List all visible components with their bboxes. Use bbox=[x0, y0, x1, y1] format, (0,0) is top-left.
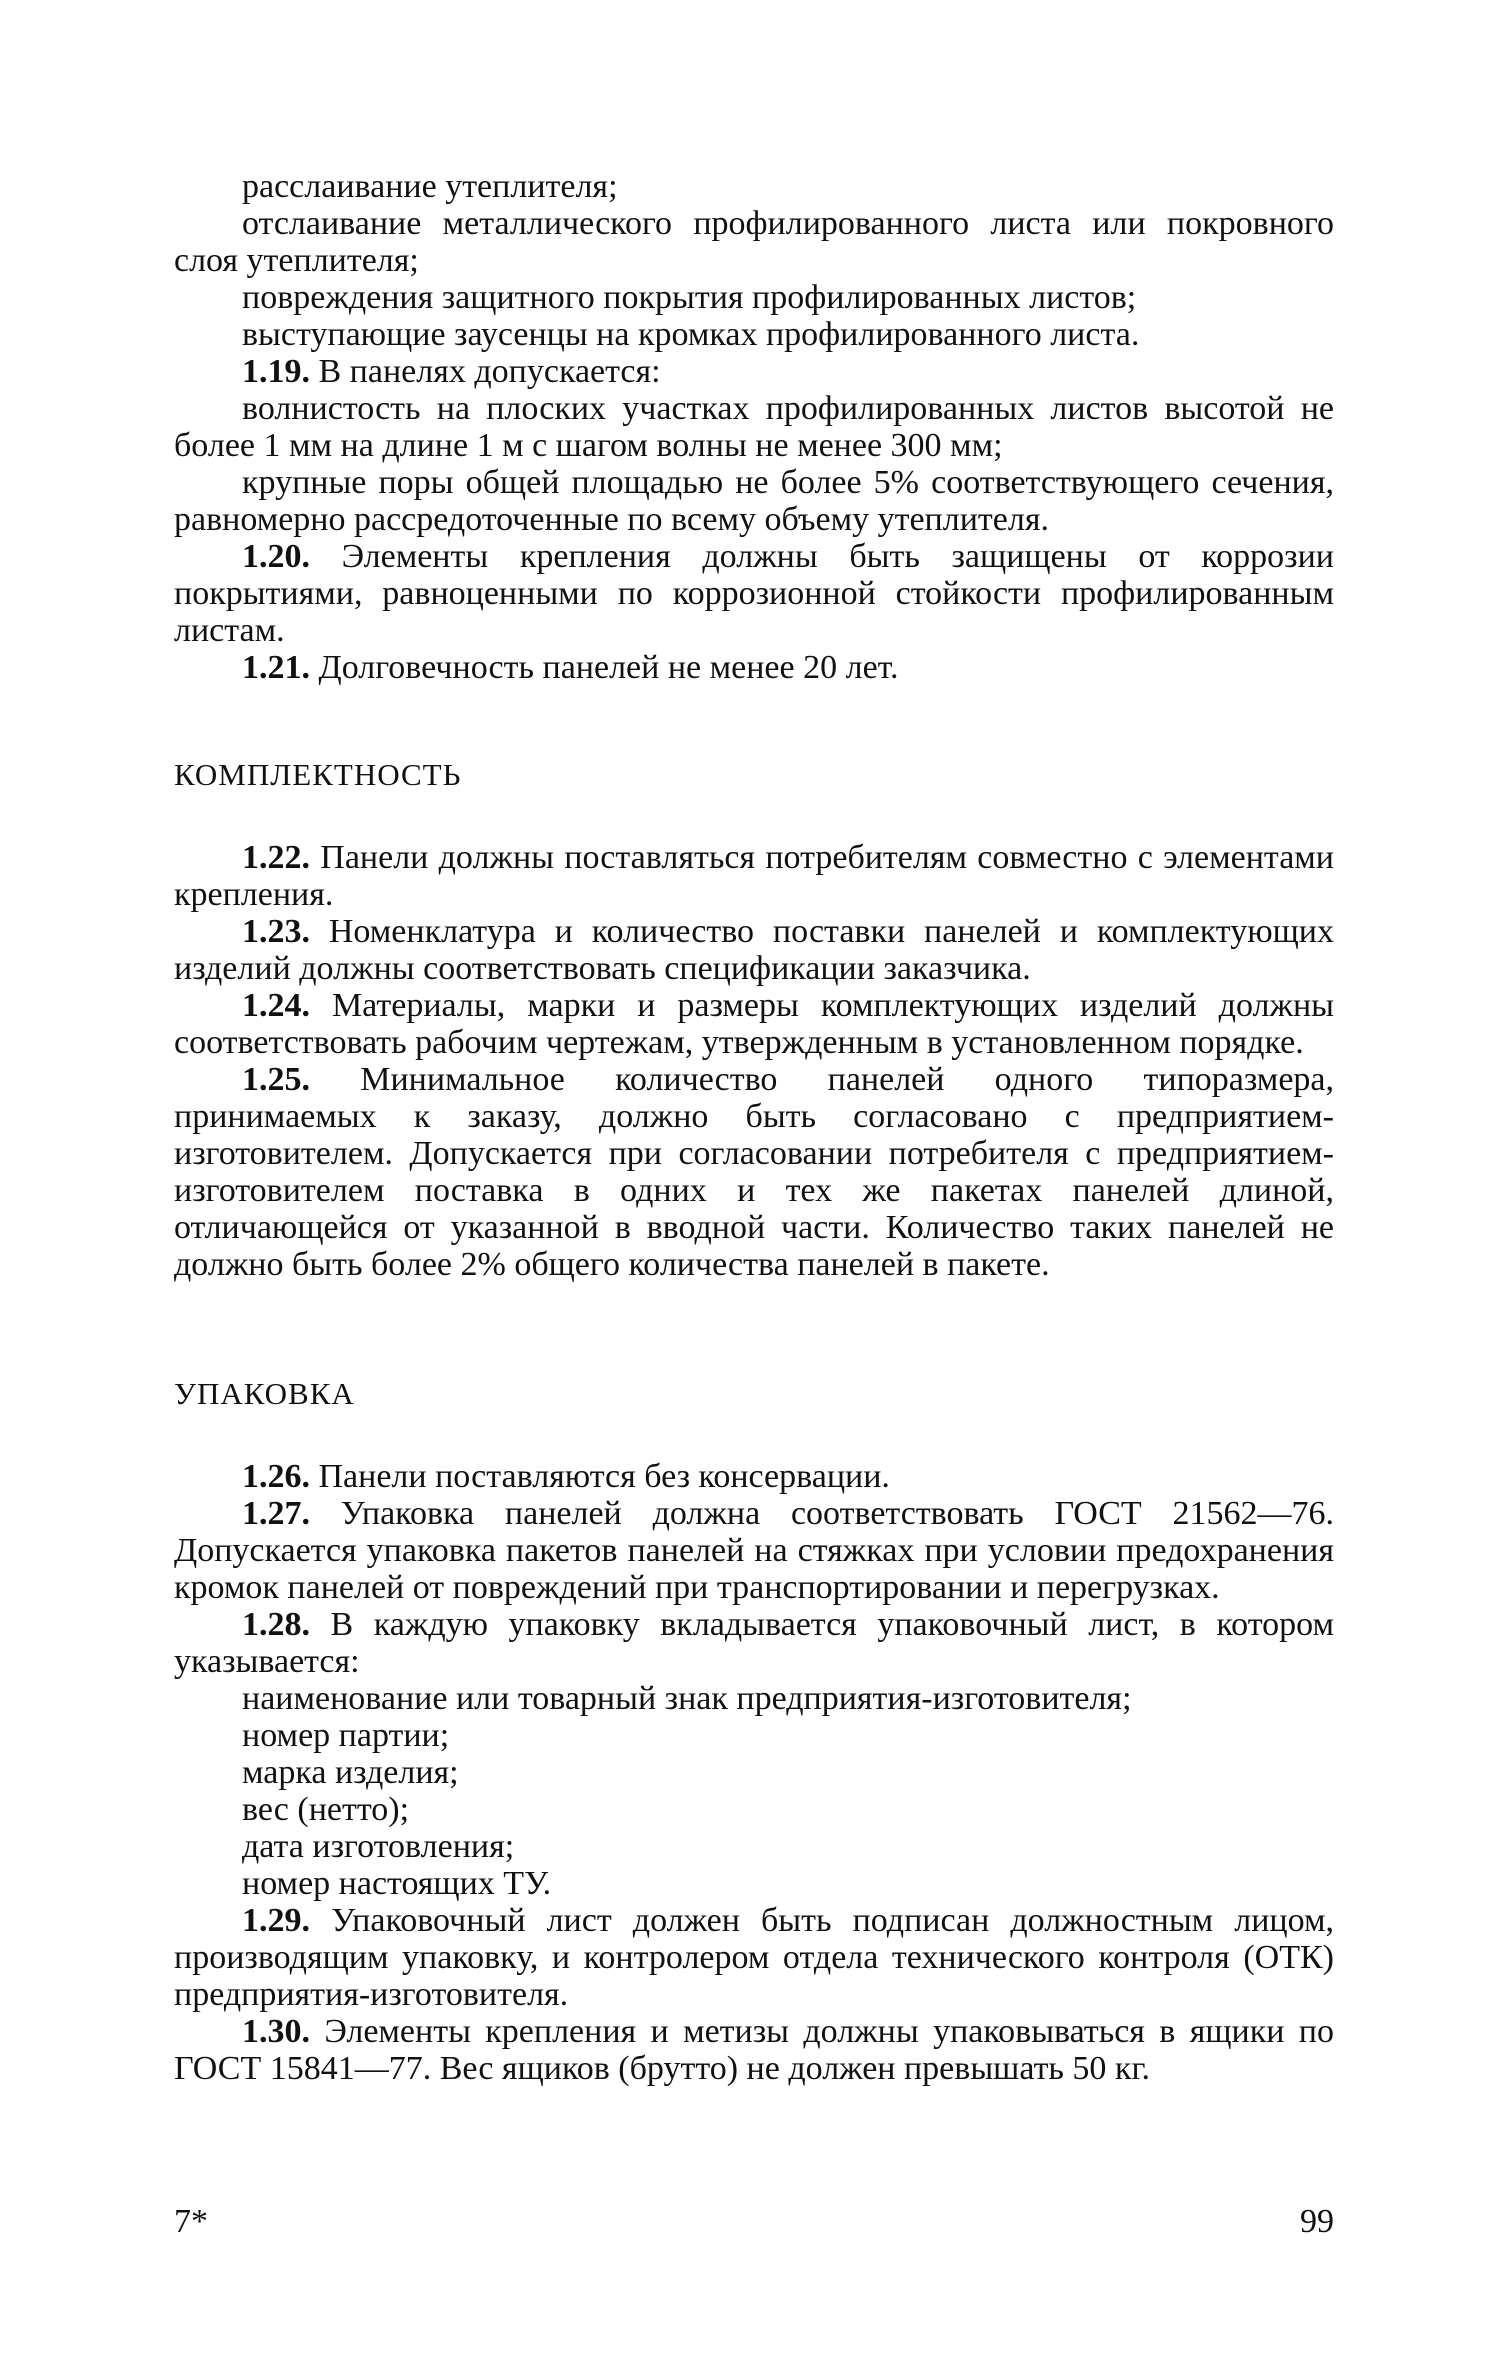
heading-upakovka: УПАКОВКА bbox=[174, 1376, 355, 1411]
heading-komplektnost: КОМПЛЕКТНОСТЬ bbox=[174, 757, 462, 792]
paragraph bbox=[174, 316, 1334, 353]
paragraph-text: Долговечность панелей не менее 20 лет. bbox=[310, 649, 899, 686]
paragraph-text: номер настоящих ТУ. bbox=[242, 1865, 552, 1902]
page-number: 99 bbox=[1300, 2203, 1334, 2240]
clause-number: 1.26. bbox=[242, 1458, 310, 1495]
numbered-paragraph bbox=[174, 538, 1334, 649]
clause-number: 1.28. bbox=[242, 1606, 310, 1643]
clause-number: 1.24. bbox=[242, 987, 310, 1024]
paragraph bbox=[174, 464, 1334, 538]
paragraph-text: номер партии; bbox=[242, 1717, 450, 1754]
section-komplektnost bbox=[174, 839, 1334, 1283]
paragraph-text: волнистость на плоских участках профилированных листов высотой не более 1 мм на длине 1 м с шагом волны не менее 300 мм; bbox=[174, 390, 1334, 464]
paragraph-text: Элементы крепления и метизы должны упаковываться в ящики по ГОСТ 15841—77. Вес ящиков (брутто) не должен превышать 50 кг. bbox=[174, 2013, 1334, 2087]
numbered-paragraph bbox=[174, 649, 1334, 686]
paragraph bbox=[174, 279, 1334, 316]
numbered-paragraph bbox=[174, 1061, 1334, 1283]
paragraph-text: расслаивание утеплителя; bbox=[242, 168, 618, 205]
paragraph-text: В панелях допускается: bbox=[310, 353, 661, 390]
numbered-paragraph bbox=[174, 987, 1334, 1061]
page-footer bbox=[174, 2203, 1334, 2240]
clause-number: 1.20. bbox=[242, 538, 310, 575]
section-upakovka bbox=[174, 1458, 1334, 2087]
numbered-paragraph bbox=[174, 1606, 1334, 1680]
signature-mark: 7* bbox=[174, 2203, 208, 2240]
numbered-paragraph bbox=[174, 1458, 1334, 1495]
paragraph-text: Упаковочный лист должен быть подписан должностным лицом, производящим упаковку, и контролером отдела технического контроля (ОТК) предприятия-изготовителя. bbox=[174, 1902, 1334, 2013]
paragraph-text: повреждения защитного покрытия профилированных листов; bbox=[242, 279, 1137, 316]
paragraph-text: наименование или товарный знак предприятия-изготовителя; bbox=[242, 1680, 1132, 1717]
paragraph bbox=[174, 168, 1334, 205]
paragraph bbox=[174, 1680, 1334, 1717]
clause-number: 1.22. bbox=[242, 839, 310, 876]
numbered-paragraph bbox=[174, 353, 1334, 390]
paragraph-text: Номенклатура и количество поставки панелей и комплектующих изделий должны соответствовать спецификации заказчика. bbox=[174, 913, 1334, 987]
section-requirements bbox=[174, 168, 1334, 686]
paragraph-text: вес (нетто); bbox=[242, 1791, 410, 1828]
paragraph-text: Минимальное количество панелей одного типоразмера, принимаемых к заказу, должно быть согласовано с предприятием-изготовителем. Допускается при согласовании потребителя с предприятием-изготовителем поставка в одних и тех же пакетах панелей длиной, отличающейся от указанной в вводной части. Количество таких панелей не должно быть более 2% общего количества панелей в пакете. bbox=[174, 1061, 1334, 1283]
paragraph-text: отслаивание металлического профилированного листа или покровного слоя утеплителя; bbox=[174, 205, 1334, 279]
clause-number: 1.27. bbox=[242, 1495, 310, 1532]
paragraph-text: Материалы, марки и размеры комплектующих изделий должны соответствовать рабочим чертежам, утвержденным в установленном порядке. bbox=[174, 987, 1334, 1061]
clause-number: 1.19. bbox=[242, 353, 310, 390]
numbered-paragraph bbox=[174, 1902, 1334, 2013]
paragraph-text: В каждую упаковку вкладывается упаковочный лист, в котором указывается: bbox=[174, 1606, 1334, 1680]
paragraph-text: Упаковка панелей должна соответствовать ГОСТ 21562—76. Допускается упаковка пакетов панелей на стяжках при условии предохранения кромок панелей от повреждений при транспортировании и перегрузках. bbox=[174, 1495, 1334, 1606]
paragraph bbox=[174, 1754, 1334, 1791]
paragraph bbox=[174, 1791, 1334, 1828]
clause-number: 1.25. bbox=[242, 1061, 310, 1098]
numbered-paragraph bbox=[174, 2013, 1334, 2087]
clause-number: 1.30. bbox=[242, 2013, 310, 2050]
clause-number: 1.21. bbox=[242, 649, 310, 686]
numbered-paragraph bbox=[174, 913, 1334, 987]
paragraph-text: Панели поставляются без консервации. bbox=[310, 1458, 890, 1495]
paragraph-text: Панели должны поставляться потребителям совместно с элементами крепления. bbox=[174, 839, 1334, 913]
paragraph bbox=[174, 1865, 1334, 1902]
paragraph bbox=[174, 1828, 1334, 1865]
paragraph-text: крупные поры общей площадью не более 5% соответствующего сечения, равномерно рассредоточенные по всему объему утеплителя. bbox=[174, 464, 1334, 538]
paragraph-text: Элементы крепления должны быть защищены от коррозии покрытиями, равноценными по коррозионной стойкости профилированным листам. bbox=[174, 538, 1334, 649]
numbered-paragraph bbox=[174, 1495, 1334, 1606]
paragraph-text: марка изделия; bbox=[242, 1754, 459, 1791]
paragraph bbox=[174, 205, 1334, 279]
document-page bbox=[174, 168, 1334, 2318]
clause-number: 1.29. bbox=[242, 1902, 310, 1939]
paragraph bbox=[174, 1717, 1334, 1754]
paragraph-text: выступающие заусенцы на кромках профилированного листа. bbox=[242, 316, 1140, 353]
numbered-paragraph bbox=[174, 839, 1334, 913]
paragraph-text: дата изготовления; bbox=[242, 1828, 515, 1865]
paragraph bbox=[174, 390, 1334, 464]
clause-number: 1.23. bbox=[242, 913, 310, 950]
